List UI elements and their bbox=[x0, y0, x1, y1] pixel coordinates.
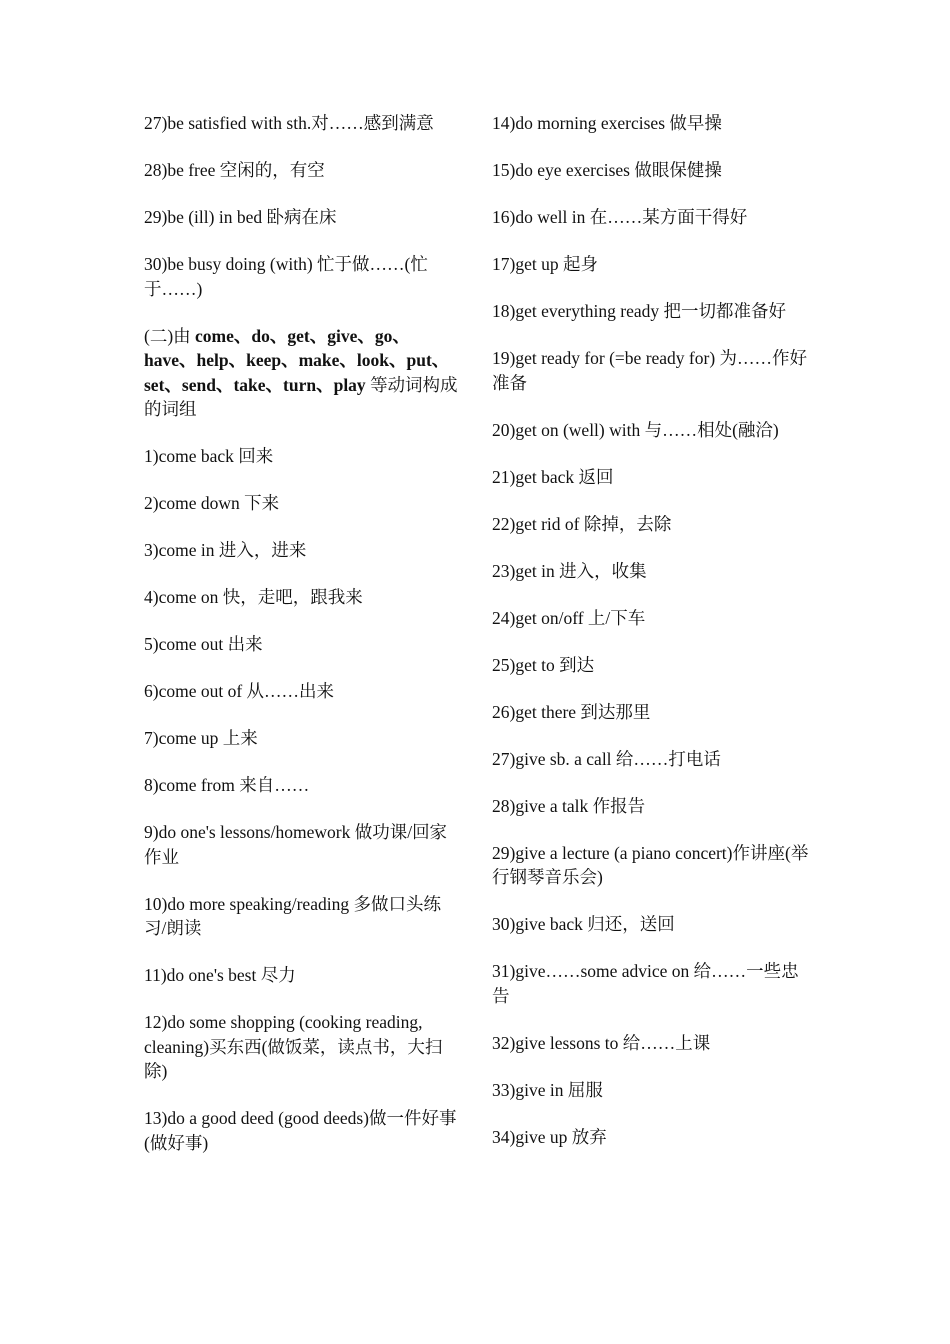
phrase-entry: 2)come down 下来 bbox=[144, 493, 280, 513]
phrase-entry: 28)give a talk 作报告 bbox=[492, 795, 646, 816]
phrase-entry: 18)get everything ready 把一切都准备好 bbox=[492, 301, 787, 321]
right-column bbox=[492, 111, 810, 1172]
heading-verbs-line2: help、keep、make、look、put、set、 bbox=[144, 350, 450, 395]
phrase-entry: 1)come back 回来 bbox=[144, 446, 274, 466]
phrase-entry: 14)do morning exercises 做早操 bbox=[492, 113, 722, 133]
phrase-entry: 5)come out 出来 bbox=[144, 634, 263, 654]
heading-prefix: (二)由 bbox=[144, 325, 196, 346]
heading-verbs-line1: come、do、get、give、go、have、 bbox=[144, 325, 410, 370]
phrase-entry: 25)get to 到达 bbox=[492, 654, 595, 675]
phrase-entry: 27)be satisfied with sth.对……感到满意 bbox=[144, 113, 434, 133]
phrase-entry: 30)be busy doing (with) 忙于做……(忙于……) bbox=[144, 254, 428, 299]
phrase-entry: 16)do well in 在……某方面干得好 bbox=[492, 207, 748, 227]
phrase-entry: 30)give back 归还，送回 bbox=[492, 914, 675, 934]
phrase-entry: 3)come in 进入，进来 bbox=[144, 540, 307, 560]
phrase-entry: 4)come on 快，走吧，跟我来 bbox=[144, 587, 363, 607]
phrase-entry: 20)get on (well) with 与……相处(融洽) bbox=[492, 419, 779, 440]
phrase-entry: 11)do one's best 尽力 bbox=[144, 965, 296, 985]
section-heading bbox=[144, 324, 462, 422]
phrase-entry: 12)do some shopping (cooking reading, cleaning)买东西(做饭菜，读点书，大扫除) bbox=[144, 1012, 443, 1081]
phrase-entry: 24)get on/off 上/下车 bbox=[492, 607, 646, 628]
phrase-entry: 33)give in 屈服 bbox=[492, 1079, 603, 1100]
phrase-entry: 15)do eye exercises 做眼保健操 bbox=[492, 160, 722, 180]
phrase-entry: 7)come up 上来 bbox=[144, 728, 258, 748]
phrase-entry: 28)be free 空闲的，有空 bbox=[144, 160, 325, 180]
phrase-entry: 8)come from 来自…… bbox=[144, 775, 310, 795]
phrase-entry: 21)get back 返回 bbox=[492, 466, 614, 487]
left-column bbox=[144, 111, 462, 1178]
phrase-entry: 22)get rid of 除掉，去除 bbox=[492, 513, 672, 534]
phrase-entry: 17)get up 起身 bbox=[492, 254, 598, 274]
phrase-entry: 19)get ready for (=be ready for) 为……作好准备 bbox=[492, 348, 808, 393]
phrase-entry: 6)come out of 从……出来 bbox=[144, 681, 335, 701]
phrase-entry: 31)give……some advice on 给……一些忠告 bbox=[492, 961, 799, 1006]
phrase-entry: 34)give up 放弃 bbox=[492, 1126, 607, 1147]
phrase-entry: 32)give lessons to 给……上课 bbox=[492, 1032, 711, 1053]
phrase-entry: 10)do more speaking/reading 多做口头练习/朗读 bbox=[144, 893, 441, 938]
phrase-entry: 9)do one's lessons/homework 做功课/回家作业 bbox=[144, 822, 448, 867]
phrase-entry: 26)get there 到达那里 bbox=[492, 701, 651, 722]
phrase-entry: 13)do a good deed (good deeds)做一件好事(做好事) bbox=[144, 1108, 457, 1153]
phrase-entry: 29)be (ill) in bed 卧病在床 bbox=[144, 207, 337, 227]
heading-verbs-line3: send、take、turn、play bbox=[181, 374, 366, 395]
phrase-entry: 29)give a lecture (a piano concert)作讲座(举行钢琴音乐会) bbox=[492, 842, 809, 887]
heading-suffix: 等动词构成的词组 bbox=[144, 374, 458, 419]
phrase-entry: 27)give sb. a call 给……打电话 bbox=[492, 748, 721, 769]
phrase-entry: 23)get in 进入，收集 bbox=[492, 560, 647, 581]
